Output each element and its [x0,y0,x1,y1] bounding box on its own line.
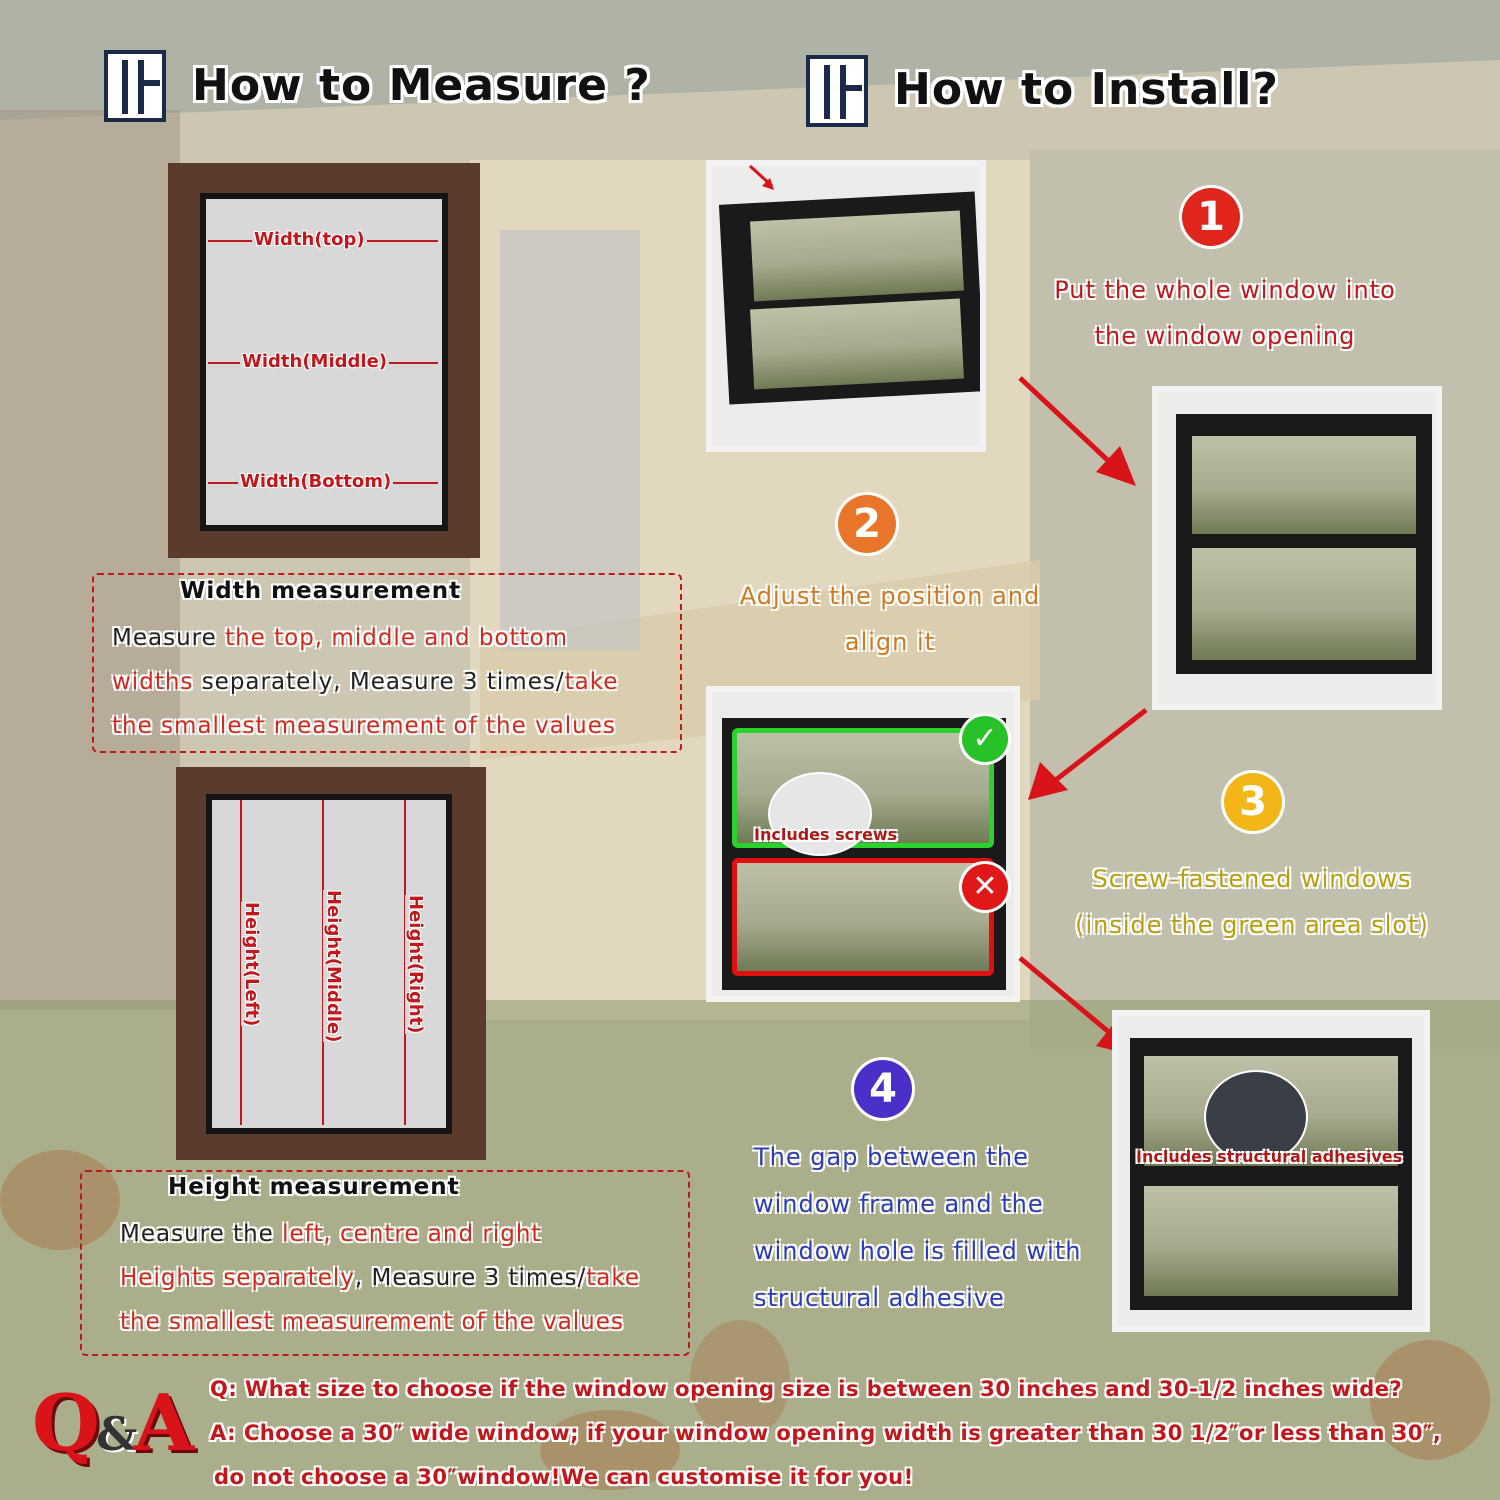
step4-line1: The gap between the [754,1143,1029,1171]
qa-logo-a: A [133,1378,191,1469]
screws-caption: Includes screws [754,825,898,844]
step1-text [1040,267,1410,359]
height-line2-c: take [586,1265,640,1291]
pointer-arrow-icon [748,164,778,194]
step3-number: 3 [1224,773,1282,831]
step3-line2: (inside the green area slot) [1075,911,1429,939]
step3-line1: Screw-fastened windows [1092,865,1412,893]
width-measurement-text [112,616,682,748]
height-left-label: Height(Left) [241,902,262,1027]
qa-logo-amp: & [95,1407,134,1461]
adhesives-caption: Includes structural adhesives [1136,1147,1403,1166]
height-right-label: Height(Right) [405,895,426,1034]
check-icon: ✓ [962,716,1008,762]
height-line3: the smallest measurement of the values [120,1309,624,1335]
height-line2-b: , Measure 3 times/ [354,1265,587,1291]
step1-photo [706,160,986,452]
step3-text [1062,856,1442,948]
width-top-label: Width(top) [254,229,365,250]
next-step-arrow-icon [1024,704,1154,804]
measure-title: How to Measure ? [192,60,651,111]
width-bottom-label: Width(Bottom) [240,471,392,492]
step4-photo [1112,1010,1430,1332]
step2-line2: align it [844,628,936,656]
width-middle-label: Width(Middle) [242,351,388,372]
step2-photo [1152,386,1442,710]
width-line2-b: separately, Measure 3 times/ [193,669,565,695]
height-measurement-title: Height measurement [168,1174,460,1200]
step2-text [720,573,1060,665]
step2-line1: Adjust the position and [739,582,1041,610]
install-title: How to Install? [894,64,1279,115]
step2-number: 2 [838,495,896,553]
step4-line3: window hole is filled with [754,1237,1082,1265]
qa-logo-q: Q [32,1378,96,1469]
window-logo-icon [104,50,166,122]
width-line3: the smallest measurement of the values [112,713,616,739]
step1-number: 1 [1182,188,1240,246]
height-middle-label: Height(Middle) [323,890,344,1043]
qa-answer-line2: do not choose a 30″window!We can customise it for you! [214,1465,914,1489]
width-line1-a: Measure [112,625,226,651]
qa-logo [32,1378,190,1469]
width-line2-a: widths [112,669,194,695]
height-line1-a: Measure the [120,1221,283,1247]
width-line2-c: take [564,669,619,695]
step4-line2: window frame and the [754,1190,1044,1218]
step4-line4: structural adhesive [754,1284,1005,1312]
height-line2-a: Heights separately [120,1265,355,1291]
qa-answer-line1: A: Choose a 30″ wide window; if your window opening width is greater than 30 1/2″or less than 30″, [210,1421,1442,1445]
window-logo-icon [806,55,868,127]
height-measurement-text [120,1212,695,1344]
step1-line1: Put the whole window into [1054,276,1396,304]
step4-text [754,1134,1114,1322]
height-line1-b: left, centre and right [282,1221,542,1247]
next-step-arrow-icon [1012,372,1142,492]
width-measurement-title: Width measurement [180,578,462,604]
step4-number: 4 [854,1060,912,1118]
step1-line2: the window opening [1094,322,1356,350]
width-line1-b: the top, middle and bottom [225,625,569,651]
qa-question: Q: What size to choose if the window opening size is between 30 inches and 30-1/2 inches wide? [210,1377,1403,1401]
cross-icon: ✕ [962,864,1008,910]
